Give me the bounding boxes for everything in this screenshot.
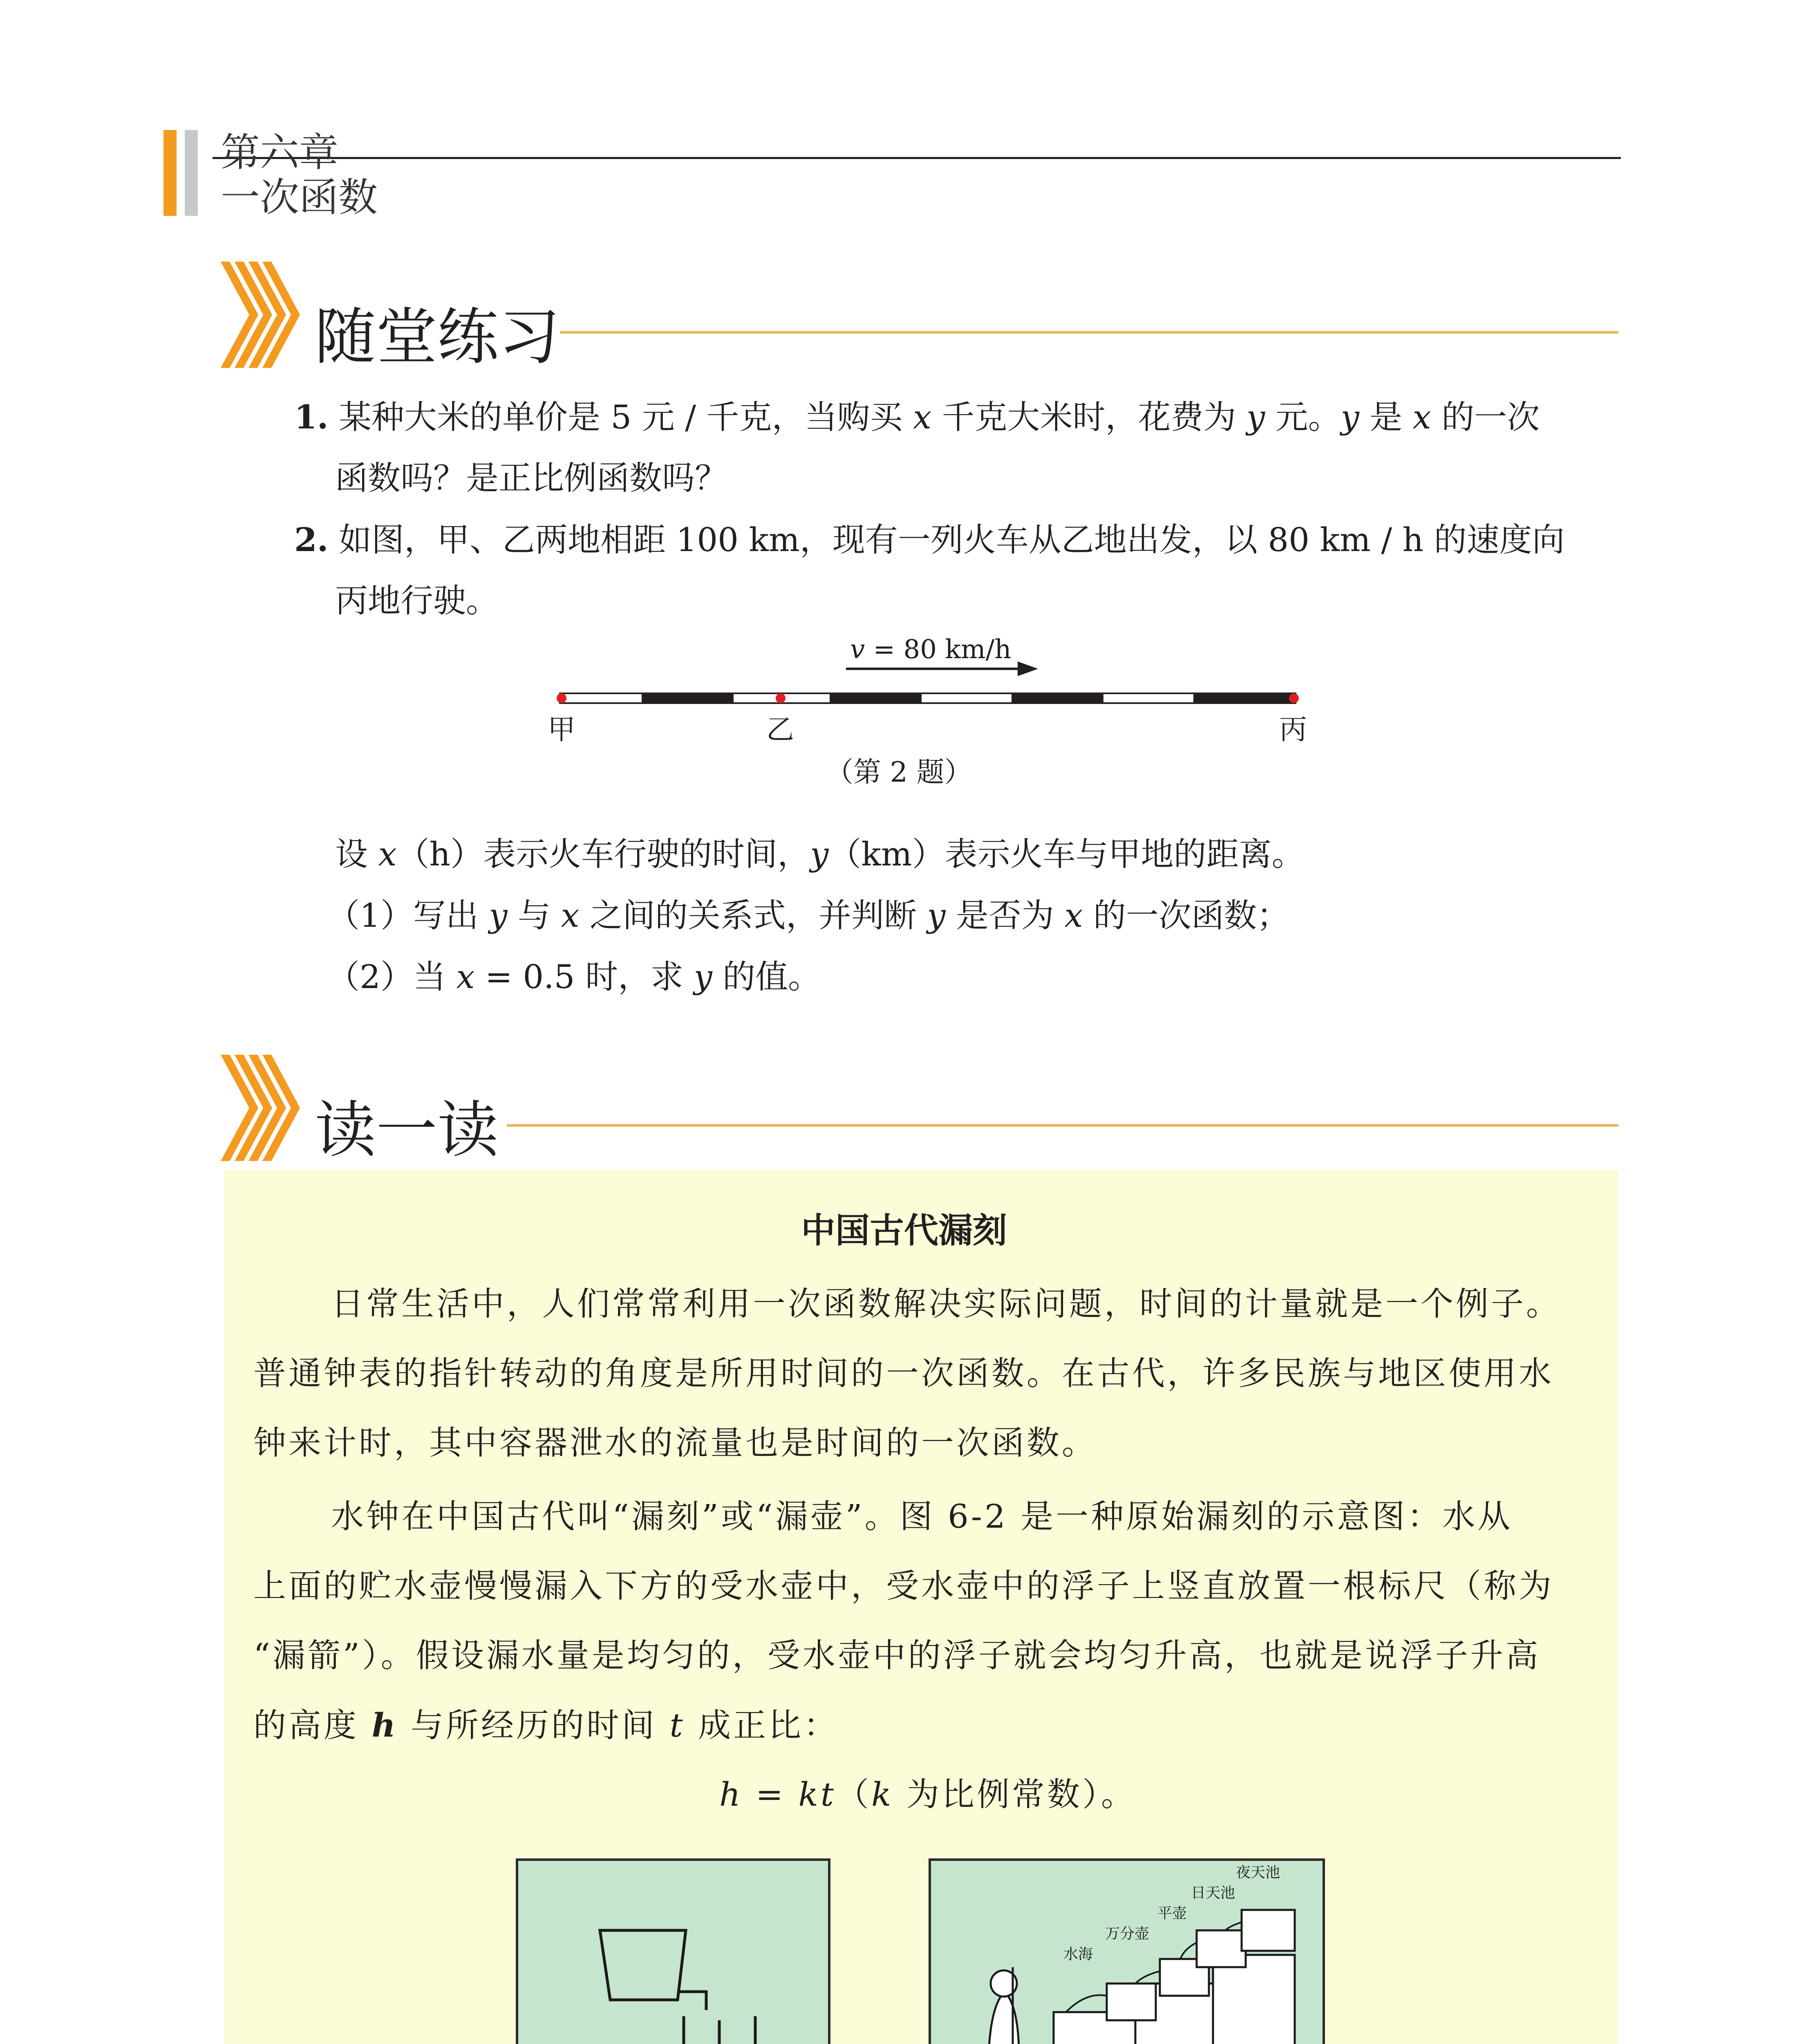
var-y: y xyxy=(489,896,508,935)
question-2-line-2: 丙地行驶。 xyxy=(335,582,499,620)
question-2-setup xyxy=(335,834,1305,875)
text-run: = 0.5 时，求 xyxy=(474,958,694,996)
var-x: x xyxy=(913,398,932,436)
station-yi-label: 乙 xyxy=(766,714,794,746)
question-1-number: 1. xyxy=(294,398,329,436)
text-run: 的一次 xyxy=(1431,398,1540,436)
reading-formula xyxy=(719,1774,1136,1815)
text-run: （2）当 xyxy=(327,958,457,996)
question-2-line-1 xyxy=(294,519,1565,560)
chapter-title: 一次函数 xyxy=(221,175,378,220)
station-bing-dot xyxy=(1289,693,1299,703)
chapter-accent-bar xyxy=(163,130,177,216)
var-h: h xyxy=(372,1706,398,1744)
reading-p1-line-2: 普通钟表的指针转动的角度是所用时间的一次函数。在古代，许多民族与地区使用水 xyxy=(253,1354,1554,1392)
text-run: 成正比： xyxy=(685,1706,839,1744)
text-run: 千克大米时，花费为 xyxy=(931,398,1247,436)
chapter-gray-bar xyxy=(185,130,198,216)
text-run: 某种大米的单价是 5 元 / 千克，当购买 xyxy=(338,398,913,436)
diagram-caption: （第 2 题） xyxy=(826,756,972,789)
wan-fen-hu-vessel xyxy=(1107,1983,1156,2020)
var-x: x xyxy=(456,958,475,996)
text-run: 的高度 xyxy=(253,1706,372,1744)
figure-6-2-panel xyxy=(516,1858,830,2044)
question-1-line-2: 函数吗？是正比例函数吗？ xyxy=(335,459,727,497)
text-run: （1）写出 xyxy=(327,896,489,935)
water-clock-schematic xyxy=(518,1861,828,2044)
reading-title: 中国古代漏刻 xyxy=(801,1210,1007,1251)
label-shui-hai: 水海 xyxy=(1063,1946,1093,1963)
question-2-number: 2. xyxy=(294,520,329,559)
var-h: h xyxy=(719,1775,743,1813)
var-x: x xyxy=(561,896,580,935)
text-run: （km）表示火车与甲地的距离。 xyxy=(828,835,1305,873)
var-x: x xyxy=(1064,896,1083,935)
ancient-water-clock-illustration xyxy=(931,1861,1323,2044)
chapter-number: 第六章 xyxy=(221,130,338,175)
drip-spout xyxy=(678,1992,706,2010)
speed-value: = 80 km/h xyxy=(865,634,1012,665)
upper-vessel xyxy=(600,1930,686,2000)
text-run: 是否为 xyxy=(945,896,1065,935)
text-run: （h）表示火车行驶的时间， xyxy=(396,835,810,873)
reading-p1-line-3: 钟来计时，其中容器泄水的流量也是时间的一次函数。 xyxy=(253,1424,1097,1462)
ri-tian-chi-vessel xyxy=(1197,1930,1246,1967)
reading-p2-line-1: 水钟在中国古代叫“漏刻”或“漏壶”。图 6-2 是一种原始漏刻的示意图：水从 xyxy=(331,1497,1513,1535)
text-run: 与所经历的时间 xyxy=(398,1706,670,1744)
section-title-reading: 读一读 xyxy=(315,1095,499,1166)
text-run: 之间的关系式，并判断 xyxy=(579,896,927,935)
track-segment xyxy=(830,693,922,703)
label-wan-fen-hu: 万分壶 xyxy=(1105,1925,1150,1942)
label-ri-tian-chi: 日天池 xyxy=(1191,1885,1235,1901)
station-yi-dot xyxy=(776,693,786,703)
attendant-figure xyxy=(988,1992,1019,2044)
reading-p2-line-4 xyxy=(253,1705,839,1746)
var-y: y xyxy=(810,835,829,873)
text-run: 如图，甲、乙两地相距 100 km，现有一列火车从乙地出发，以 80 km / h 的速度向 xyxy=(338,521,1565,559)
figure-6-3-panel xyxy=(929,1858,1325,2044)
reading-p1-line-1: 日常生活中，人们常常利用一次函数解决实际问题，时间的计量就是一个例子。 xyxy=(331,1285,1561,1323)
track-segment xyxy=(642,693,734,703)
chevron-arrows-icon xyxy=(221,1055,315,1161)
chevron-arrows-icon xyxy=(221,262,315,368)
text-run: （ xyxy=(836,1775,872,1813)
var-k: k xyxy=(871,1775,894,1813)
var-x: x xyxy=(378,835,397,873)
question-2-part-1 xyxy=(327,895,1289,936)
var-y: y xyxy=(694,958,712,996)
var-kt: kt xyxy=(798,1775,837,1813)
track-segment xyxy=(1193,693,1296,703)
text-run: 为比例常数）。 xyxy=(893,1775,1136,1813)
section-rule-reading xyxy=(507,1124,1618,1127)
text-run: 的一次函数； xyxy=(1083,896,1289,935)
speed-arrow-head xyxy=(1018,661,1038,676)
pipe xyxy=(1225,1922,1242,1930)
pipe xyxy=(1066,1995,1107,2012)
text-run: 的值。 xyxy=(712,958,821,996)
speed-label xyxy=(850,634,1012,665)
pipe xyxy=(1135,1971,1160,1983)
station-bing-label: 丙 xyxy=(1279,714,1307,746)
pipe xyxy=(1180,1943,1197,1959)
section-title-practice: 随堂练习 xyxy=(315,302,560,373)
var-x: x xyxy=(1412,398,1431,436)
text-run: 设 xyxy=(335,835,378,873)
track-segment xyxy=(1012,693,1103,703)
label-ping-hu: 平壶 xyxy=(1157,1905,1187,1922)
var-y: y xyxy=(927,896,946,935)
speed-var: v xyxy=(850,634,865,665)
chapter-header-rule xyxy=(213,157,1621,159)
text-run: = xyxy=(743,1775,799,1813)
var-t: t xyxy=(669,1706,685,1744)
text-run: 与 xyxy=(507,896,561,935)
label-text: 夜天池 xyxy=(1235,1864,1280,1881)
reading-p2-line-3: “漏箭”）。假设漏水量是均匀的，受水壶中的浮子就会均匀升高，也就是说浮子升高 xyxy=(253,1636,1541,1674)
label-ye-tian-chi xyxy=(1236,1864,1280,1881)
var-y: y xyxy=(1246,398,1265,436)
railway-diagram xyxy=(548,630,1316,752)
ye-tian-chi-vessel xyxy=(1242,1910,1295,1951)
section-rule-practice xyxy=(560,331,1618,334)
step-3 xyxy=(1213,1955,1295,2044)
text-run: 是 xyxy=(1359,398,1413,436)
question-1-line-1 xyxy=(294,397,1540,438)
station-jia-label: 甲 xyxy=(548,714,576,746)
text-run: 元。 xyxy=(1265,398,1341,436)
question-2-part-2 xyxy=(327,957,821,997)
station-jia-dot xyxy=(557,693,566,703)
reading-p2-line-2: 上面的贮水壶慢慢漏入下方的受水壶中，受水壶中的浮子上竖直放置一根标尺（称为 xyxy=(253,1567,1554,1605)
var-y: y xyxy=(1341,398,1359,436)
